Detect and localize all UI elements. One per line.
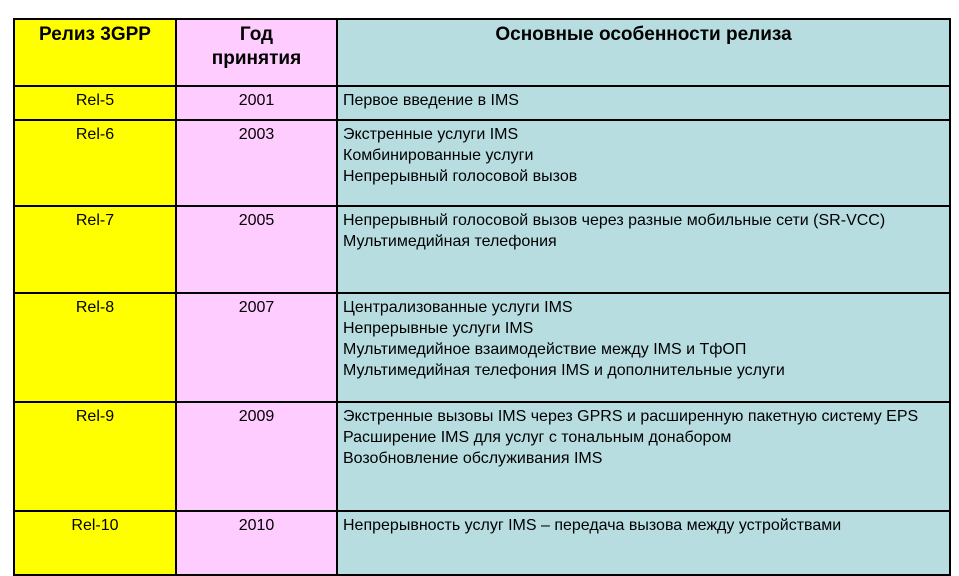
feature-item: Экстренные услуги IMS [343, 126, 519, 143]
feature-item: Возобновление обслуживания IMS [343, 450, 603, 467]
header-release: Релиз 3GPP [14, 19, 176, 86]
table-row [14, 120, 950, 206]
table-row [14, 293, 950, 402]
table-row [14, 86, 950, 120]
year-cell: 2001 [176, 86, 337, 120]
year-cell: 2005 [176, 206, 337, 293]
table-row [14, 402, 950, 511]
year-cell: 2007 [176, 293, 337, 402]
releases-table [13, 18, 951, 576]
release-cell: Rel-8 [14, 293, 176, 402]
release-cell: Rel-6 [14, 120, 176, 206]
feature-item: Непрерывный голосовой вызов [343, 168, 578, 185]
features-cell [337, 293, 950, 402]
table-row [14, 206, 950, 293]
feature-item: Централизованные услуги IMS [343, 299, 573, 316]
release-cell: Rel-5 [14, 86, 176, 120]
release-cell: Rel-9 [14, 402, 176, 511]
feature-item: Мультимедийное взаимодействие между IMS и ТфОП [343, 341, 747, 358]
feature-item: Расширение IMS для услуг с тональным донабором [343, 429, 732, 446]
header-year-line2: принятия [211, 48, 302, 69]
release-cell: Rel-7 [14, 206, 176, 293]
feature-item: Непрерывность услуг IMS – передача вызова между устройствами [343, 517, 842, 534]
features-cell [337, 402, 950, 511]
feature-item: Экстренные вызовы IMS через GPRS и расширенную пакетную систему EPS [343, 408, 919, 425]
year-cell: 2003 [176, 120, 337, 206]
table-header-row [14, 19, 950, 86]
feature-item: Мультимедийная телефония IMS и дополнительные услуги [343, 362, 785, 379]
header-year-line1: Год [239, 24, 274, 45]
feature-item: Мультимедийная телефония [343, 233, 557, 250]
header-features: Основные особенности релиза [337, 19, 950, 86]
header-year [176, 19, 337, 86]
feature-item: Комбинированные услуги [343, 147, 534, 164]
feature-item: Непрерывный голосовой вызов через разные мобильные сети (SR-VCC) [343, 212, 886, 229]
year-cell: 2010 [176, 511, 337, 575]
features-cell [337, 511, 950, 575]
feature-item: Первое введение в IMS [343, 92, 519, 109]
features-cell [337, 206, 950, 293]
feature-item: Непрерывные услуги IMS [343, 320, 534, 337]
features-cell [337, 120, 950, 206]
year-cell: 2009 [176, 402, 337, 511]
table-row [14, 511, 950, 575]
release-cell: Rel-10 [14, 511, 176, 575]
features-cell [337, 86, 950, 120]
